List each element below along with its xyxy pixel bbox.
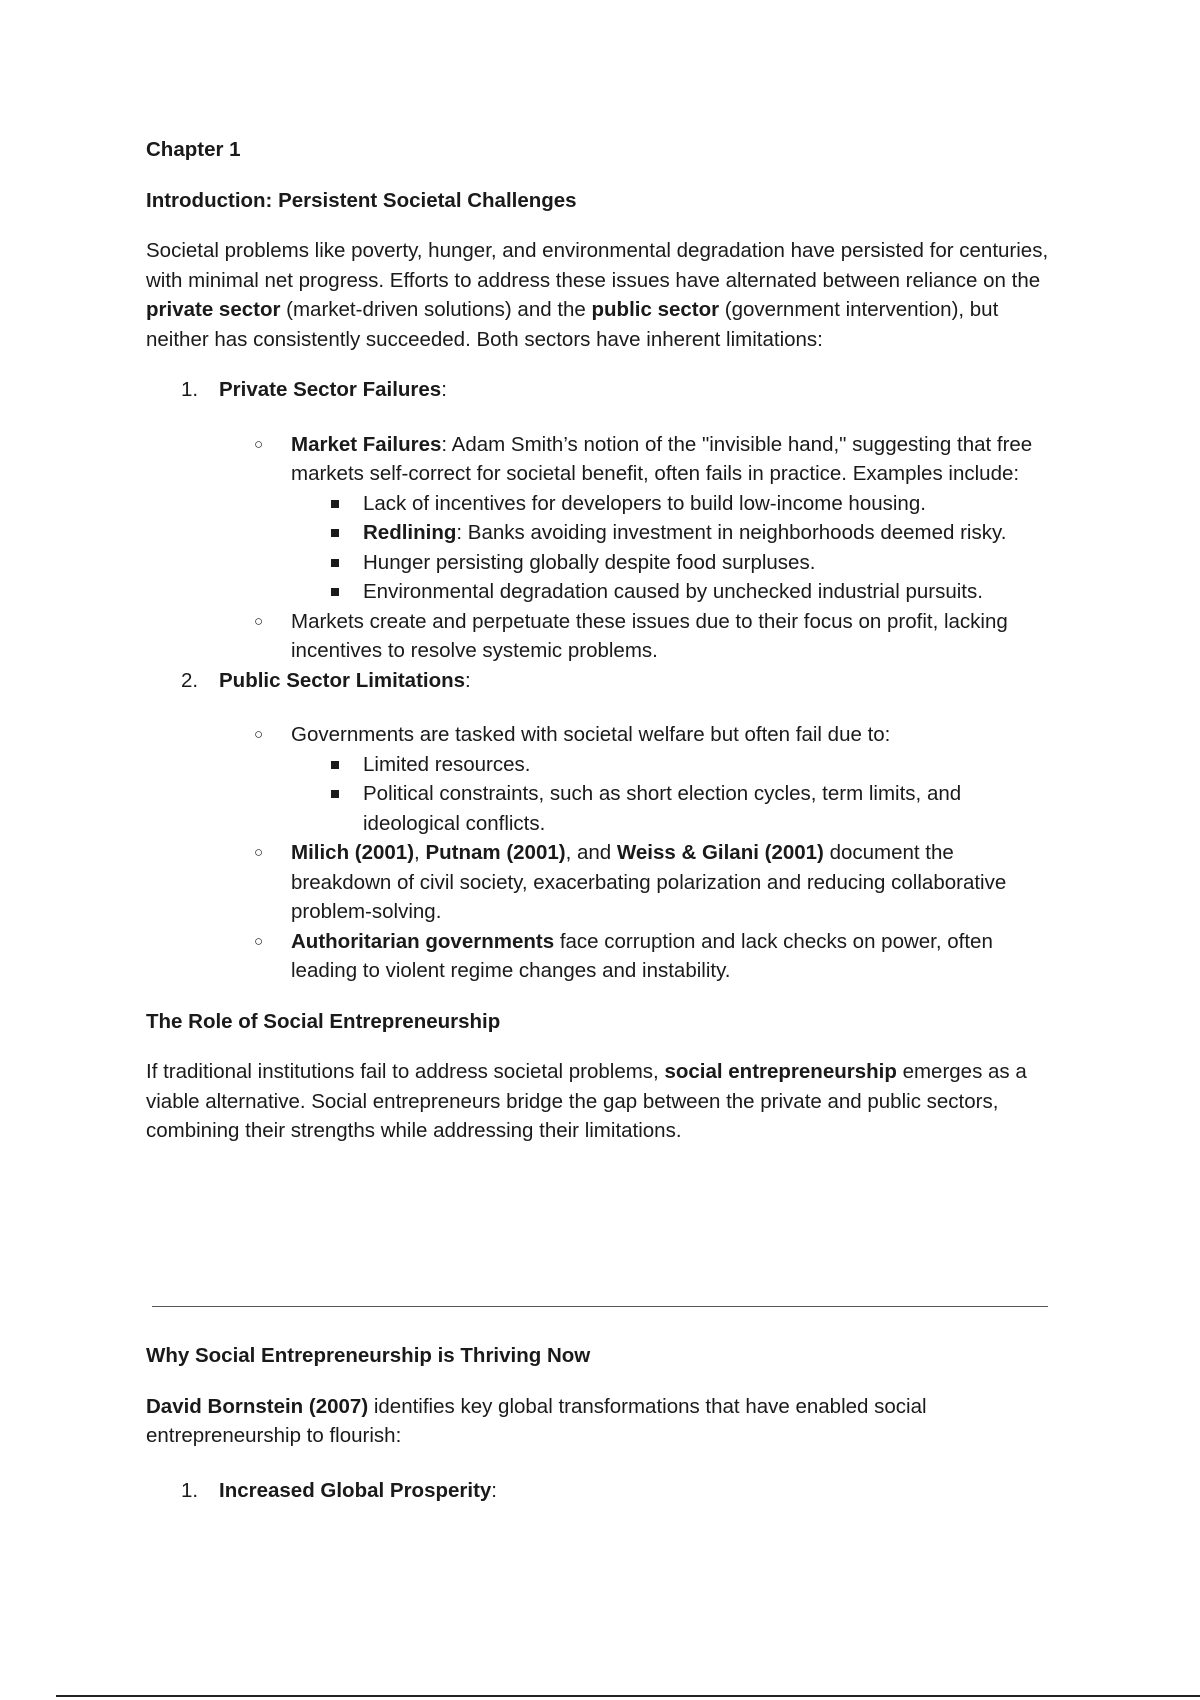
hollow-bullet-icon: ○: [254, 844, 264, 861]
hollow-bullet-icon: ○: [254, 932, 264, 950]
role-text-1: If traditional institutions fail to address societal problems,: [146, 1060, 665, 1083]
bullet-bold: Authoritarian governments: [291, 929, 555, 953]
bullet-text: document the breakdown of civil society, exacerbating polarization and reducing collaborative problem-solving.: [291, 841, 1007, 923]
page-bottom-border: [56, 1695, 1200, 1697]
bullet-text: face corruption and lack checks on power, often leading to violent regime changes and instability.: [291, 929, 993, 982]
square-bullet-icon: [331, 588, 339, 596]
list-item-suffix: :: [465, 668, 471, 692]
sub-bullet-text: Environmental degradation caused by unchecked industrial pursuits.: [363, 580, 983, 603]
list-number: 2.: [181, 668, 199, 692]
bullet-text: : Adam Smith’s notion of the "invisible hand," suggesting that free markets self-correct for societal benefit, often fails in practice. Examples include:: [291, 432, 1033, 485]
chapter-label: Chapter 1: [146, 138, 241, 161]
sub-bullet-bold: Redlining: [363, 521, 457, 544]
bullet-text: , and: [565, 841, 617, 864]
square-bullet-icon: [331, 529, 339, 537]
document-page: [146, 135, 1056, 1146]
why-text: identifies key global transformations that have enabled social entrepreneurship to flourish:: [146, 1394, 927, 1447]
document-page-lower: [146, 1341, 1056, 1505]
intro-heading: Introduction: Persistent Societal Challenges: [146, 188, 577, 212]
sub-bullet-text: : Banks avoiding investment in neighborhoods deemed risky.: [456, 521, 1007, 544]
intro-text-2: (market-driven solutions) and the: [280, 298, 592, 321]
list-item-suffix: :: [441, 378, 447, 401]
bullet-markets-create: [146, 607, 1056, 666]
bullet-bold: Market Failures: [291, 432, 442, 456]
list-number: 1.: [181, 1478, 199, 1502]
horizontal-divider: [152, 1306, 1048, 1307]
role-text-2: emerges as a viable alternative. Social entrepreneurs bridge the gap between the private and public sectors, combining their strengths while addressing their limitations.: [146, 1060, 1027, 1142]
sub-bullet: [146, 518, 1056, 548]
bullet-text: ,: [414, 841, 426, 864]
why-paragraph: [146, 1392, 1056, 1451]
citation-putnam: Putnam (2001): [425, 841, 566, 864]
bullet-text: Markets create and perpetuate these issues due to their focus on profit, lacking incentives to resolve systemic problems.: [291, 609, 1008, 662]
sub-bullet: [146, 548, 1056, 578]
sub-bullet: [146, 489, 1056, 519]
list-item-public-sector: [146, 666, 1056, 696]
sub-bullet: [146, 750, 1056, 780]
sub-bullet: [146, 779, 1056, 838]
square-bullet-icon: [331, 559, 339, 567]
sub-bullet-text: Limited resources.: [363, 752, 531, 776]
list-item-suffix: :: [491, 1478, 497, 1502]
sub-bullet: [146, 577, 1056, 607]
list-number: 1.: [181, 378, 199, 401]
citation-bornstein: David Bornstein (2007): [146, 1394, 369, 1418]
citation-milich: Milich (2001): [291, 841, 415, 864]
square-bullet-icon: [331, 500, 339, 508]
role-heading: The Role of Social Entrepreneurship: [146, 1009, 501, 1033]
bullet-governments: [146, 720, 1056, 750]
list-item-title: Increased Global Prosperity: [219, 1478, 492, 1502]
list-item-title: Public Sector Limitations: [219, 668, 466, 692]
intro-paragraph: [146, 236, 1056, 354]
citation-weiss-gilani: Weiss & Gilani (2001): [616, 841, 824, 864]
sub-bullet-text: Political constraints, such as short election cycles, term limits, and ideological conflicts.: [363, 782, 962, 835]
hollow-bullet-icon: ○: [254, 726, 264, 743]
intro-text-3: (government intervention), but neither has consistently succeeded. Both sectors have inherent limitations:: [146, 298, 999, 351]
sub-bullet-text: Hunger persisting globally despite food surpluses.: [363, 550, 816, 574]
hollow-bullet-icon: ○: [254, 612, 264, 630]
list-item-title: Private Sector Failures: [219, 378, 442, 401]
bullet-text: Governments are tasked with societal welfare but often fail due to:: [291, 723, 891, 746]
bullet-authoritarian: [146, 927, 1056, 986]
square-bullet-icon: [331, 761, 339, 769]
intro-bold-private: private sector: [146, 298, 281, 321]
why-heading: Why Social Entrepreneurship is Thriving Now: [146, 1344, 591, 1367]
intro-text-1: Societal problems like poverty, hunger, and environmental degradation have persisted for centuries, with minimal net progress. Efforts to address these issues have alternated between reliance on the: [146, 239, 1049, 292]
role-paragraph: [146, 1057, 1056, 1146]
bullet-civil-society: [146, 838, 1056, 927]
hollow-bullet-icon: ○: [254, 435, 264, 453]
square-bullet-icon: [331, 790, 339, 798]
role-bold: social entrepreneurship: [664, 1060, 897, 1083]
intro-bold-public: public sector: [591, 298, 720, 321]
list-item-global-prosperity: [146, 1476, 1056, 1506]
bullet-market-failures: [146, 430, 1056, 489]
list-item-private-sector: [146, 375, 1056, 405]
sub-bullet-text: Lack of incentives for developers to build low-income housing.: [363, 491, 926, 515]
